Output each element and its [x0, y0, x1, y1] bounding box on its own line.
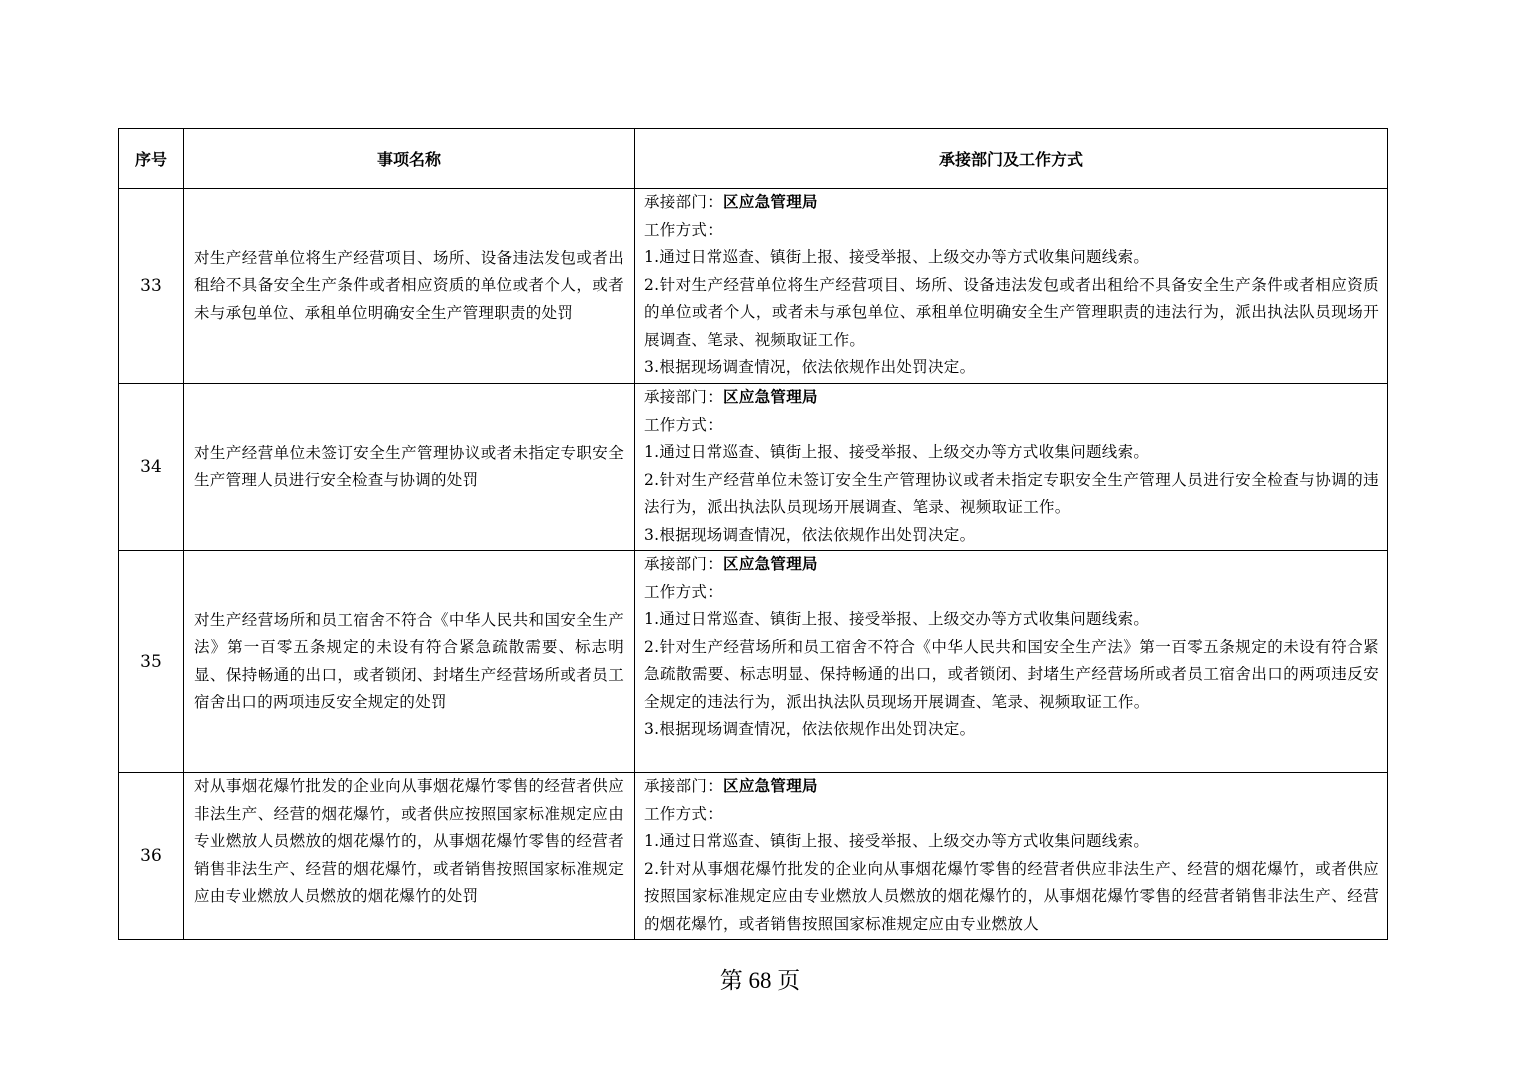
department-method-clip — [644, 773, 1379, 939]
department-label: 承接部门： — [644, 555, 724, 573]
method-label: 工作方式： — [644, 415, 724, 434]
item-name: 对生产经营单位将生产经营项目、场所、设备违法发包或者出租给不具备安全生产条件或者相应资质的单位或者个人，或者未与承包单位、承租单位明确安全生产管理职责的处罚 — [184, 189, 635, 384]
table-row — [119, 384, 1388, 551]
department-method — [635, 384, 1388, 551]
row-number: 34 — [119, 384, 184, 551]
method-step: 3.根据现场调查情况，依法依规作出处罚决定。 — [644, 358, 976, 376]
method-step: 2.针对生产经营单位将生产经营项目、场所、设备违法发包或者出租给不具备安全生产条件或者相应资质的单位或者个人，或者未与承包单位、承租单位明确安全生产管理职责的违法行为，派出执法队员现场开展调查、笔录、视频取证工作。 — [644, 275, 1379, 349]
row-number: 36 — [119, 773, 184, 940]
method-step: 1.通过日常巡查、镇街上报、接受举报、上级交办等方式收集问题线索。 — [644, 832, 1150, 850]
department-line — [644, 551, 1379, 579]
item-name — [184, 773, 635, 940]
page-number: 第 68 页 — [719, 968, 801, 993]
method-step: 1.通过日常巡查、镇街上报、接受举报、上级交办等方式收集问题线索。 — [644, 610, 1150, 628]
row-number: 33 — [119, 189, 184, 384]
item-table — [118, 128, 1388, 940]
department-value: 区应急管理局 — [723, 193, 818, 211]
department-label: 承接部门： — [644, 388, 724, 406]
header-serial-number: 序号 — [119, 129, 184, 189]
table-header-row — [119, 129, 1388, 189]
row-number: 35 — [119, 551, 184, 773]
item-name: 对生产经营单位未签订安全生产管理协议或者未指定专职安全生产管理人员进行安全检查与协调的处罚 — [184, 384, 635, 551]
department-method — [635, 773, 1388, 940]
department-line — [644, 773, 1379, 801]
department-value: 区应急管理局 — [723, 777, 818, 795]
method-step: 3.根据现场调查情况，依法依规作出处罚决定。 — [644, 720, 976, 738]
item-name-text: 对从事烟花爆竹批发的企业向从事烟花爆竹零售的经营者供应非法生产、经营的烟花爆竹，或者供应按照国家标准规定应由专业燃放人员燃放的烟花爆竹的，从事烟花爆竹零售的经营者销售非法生产、经营的烟花爆竹，或者销售按照国家标准规定应由专业燃放人员燃放的烟花爆竹的处罚 — [194, 777, 624, 905]
table-row — [119, 551, 1388, 773]
department-line — [644, 384, 1379, 412]
department-label: 承接部门： — [644, 193, 724, 211]
item-name: 对生产经营场所和员工宿舍不符合《中华人民共和国安全生产法》第一百零五条规定的未设有符合紧急疏散需要、标志明显、保持畅通的出口，或者锁闭、封堵生产经营场所或者员工宿舍出口的两项违反安全规定的处罚 — [184, 551, 635, 773]
method-step: 2.针对从事烟花爆竹批发的企业向从事烟花爆竹零售的经营者供应非法生产、经营的烟花爆竹，或者供应按照国家标准规定应由专业燃放人员燃放的烟花爆竹的，从事烟花爆竹零售的经营者销售非法生产、经营的烟花爆竹，或者销售按照国家标准规定应由专业燃放人 — [644, 859, 1379, 933]
method-label: 工作方式： — [644, 582, 724, 601]
header-item-name: 事项名称 — [184, 129, 635, 189]
method-label: 工作方式： — [644, 804, 724, 823]
header-department-method: 承接部门及工作方式 — [635, 129, 1388, 189]
method-step: 3.根据现场调查情况，依法依规作出处罚决定。 — [644, 525, 976, 544]
department-label: 承接部门： — [644, 777, 724, 795]
department-method — [635, 189, 1388, 384]
table-row — [119, 189, 1388, 384]
department-line — [644, 189, 1379, 217]
method-step: 2.针对生产经营单位未签订安全生产管理协议或者未指定专职安全生产管理人员进行安全检查与协调的违法行为，派出执法队员现场开展调查、笔录、视频取证工作。 — [644, 470, 1379, 516]
method-label: 工作方式： — [644, 220, 724, 239]
table-row — [119, 773, 1388, 940]
department-value: 区应急管理局 — [723, 388, 818, 406]
department-value: 区应急管理局 — [723, 555, 818, 573]
method-step: 1.通过日常巡查、镇街上报、接受举报、上级交办等方式收集问题线索。 — [644, 443, 1150, 461]
department-method — [635, 551, 1388, 773]
method-step: 2.针对生产经营场所和员工宿舍不符合《中华人民共和国安全生产法》第一百零五条规定的未设有符合紧急疏散需要、标志明显、保持畅通的出口，或者锁闭、封堵生产经营场所或者员工宿舍出口的两项违反安全规定的违法行为，派出执法队员现场开展调查、笔录、视频取证工作。 — [644, 637, 1379, 711]
method-step: 1.通过日常巡查、镇街上报、接受举报、上级交办等方式收集问题线索。 — [644, 248, 1150, 266]
